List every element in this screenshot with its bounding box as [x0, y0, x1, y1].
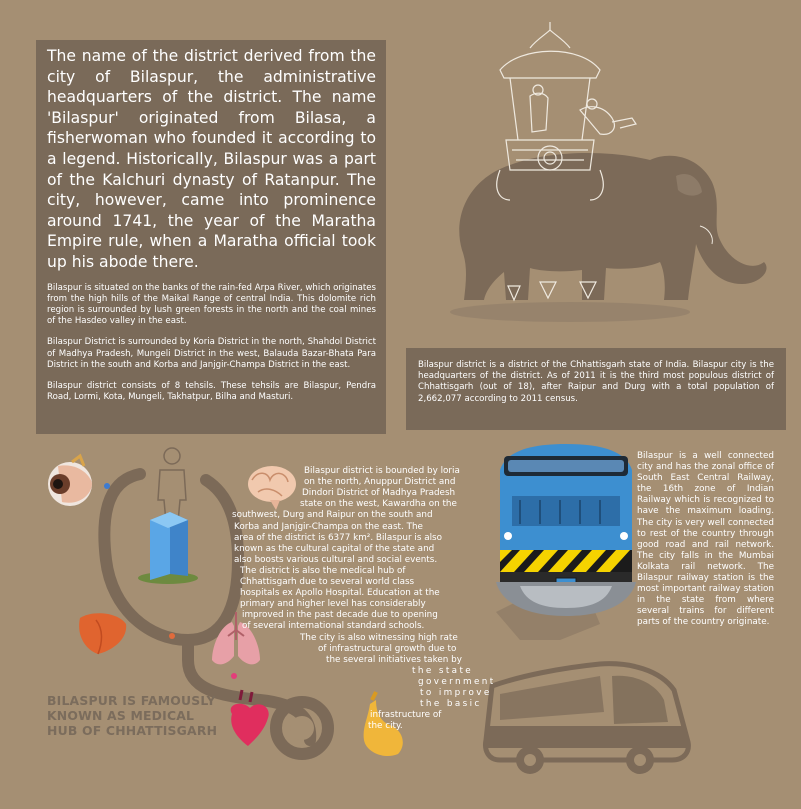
medical-text-line: Bilaspur district is bounded by loria	[304, 466, 460, 476]
medical-text-line: primary and higher level has considerably	[240, 599, 426, 610]
train-illustration	[496, 444, 636, 640]
medical-text-line: improved in the past decade due to opening	[242, 610, 438, 621]
stethoscope-dot-icon	[104, 483, 110, 489]
medical-text-line: state on the west, Kawardha on the	[300, 499, 457, 510]
intro-paragraph-borders: Bilaspur District is surrounded by Koria District in the north, Shahdol District of Madhya Pradesh, Mungeli District in the west, Balauda Bazar-Bhata Para District in the south and Korba and Janjgir-Champa District in the east.	[47, 337, 376, 370]
medical-text-line: Chhattisgarh due to several world class	[240, 577, 415, 587]
railway-info-text: Bilaspur is a well connected city and has the zonal office of South East Central Railway, the 16th zone of Indian Railway which is recognized to have the maximum loading. The city is very well connected to rest of the country through good road and rail network. The city falls in the Mumbai Kolkata rail network. The Bilaspur railway station is the most important railway station in the state from where several trains for different parts of the country originate.	[637, 451, 774, 628]
medical-text-line: hospitals ex Apollo Hospital. Education at the	[240, 588, 440, 599]
stethoscope-dot-icon	[169, 633, 175, 639]
medical-text-line: on the north, Anuppur District and	[304, 477, 456, 488]
brain-icon	[248, 466, 296, 510]
bus-illustration	[486, 664, 689, 774]
intro-lead-text: The name of the district derived from the city of Bilaspur, the administrative headquarters of the district. The name 'Bilaspur' originated from Bilasa, a fisherwoman who founded it according to a legend. Historically, Bilaspur was a part of the Kalchuri dynasty of Ratanpur. The city, however, came into prominence around 1741, the year of the Maratha Empire rule, when a Maratha official took up his abode there.	[47, 47, 376, 271]
medical-text-line: The city is also witnessing high rate	[300, 632, 458, 643]
medical-text-line: the state	[412, 665, 474, 676]
medical-text-line: Dindori District of Madhya Pradesh	[302, 488, 456, 499]
stethoscope-dot-icon	[231, 673, 237, 679]
district-info-text: Bilaspur district is a district of the Chhattisgarh state of India. Bilaspur city is the headquarters of the district. As of 2011 it is the third most populous district of Chhattisgarh (out of 18), after Raipur and Durg with a total population of 2,662,077 according to 2011 census.	[418, 360, 774, 404]
medical-text-line: of infrastructural growth due to	[318, 643, 457, 654]
liver-icon	[79, 613, 126, 654]
medical-text-line: southwest, Durg and Raipur on the south and	[232, 510, 433, 521]
medical-text-line: the several initiatives taken by	[326, 654, 462, 665]
intro-paragraph-tehsils: Bilaspur district consists of 8 tehsils. These tehsils are Bilaspur, Pendra Road, Lormi, Kota, Mungeli, Takhatpur, Bilha and Masturi.	[47, 380, 376, 403]
medical-text-line: to improve	[420, 688, 492, 698]
district-info-panel	[406, 348, 786, 430]
medical-text-line: of several international standard schools.	[242, 621, 425, 632]
medical-text-line: known as the cultural capital of the state and	[234, 543, 435, 554]
hospital-building-icon	[138, 512, 198, 584]
human-figure-icon	[158, 448, 186, 522]
medical-hub-heading: BILASPUR IS FAMOUSLY KNOWN AS MEDICAL HUB OF CHHATTISGARH	[47, 693, 218, 739]
eye-icon	[48, 456, 92, 506]
medical-text-line: government	[418, 676, 496, 687]
stethoscope-chestpiece	[290, 716, 314, 740]
medical-text-line: the basic	[420, 699, 482, 710]
intro-paragraph-river: Bilaspur is situated on the banks of the rain-fed Arpa River, which originates from the high hills of the Maikal Range of central India. This dolomite rich region is surrounded by lush green forests in the north and the coal mines of the Hasdeo valley in the east.	[47, 282, 376, 327]
medical-text-line: also boosts various cultural and social events.	[234, 554, 438, 565]
medical-text-line: area of the district is 6377 km². Bilaspur is also	[234, 532, 443, 543]
medical-text-line: infrastructure of	[370, 710, 442, 721]
medical-text-line: The district is also the medical hub of	[240, 565, 406, 576]
medical-text-line: the city.	[368, 721, 403, 732]
medical-text-line: Korba and Janjgir-Champa on the east. The	[234, 521, 423, 532]
